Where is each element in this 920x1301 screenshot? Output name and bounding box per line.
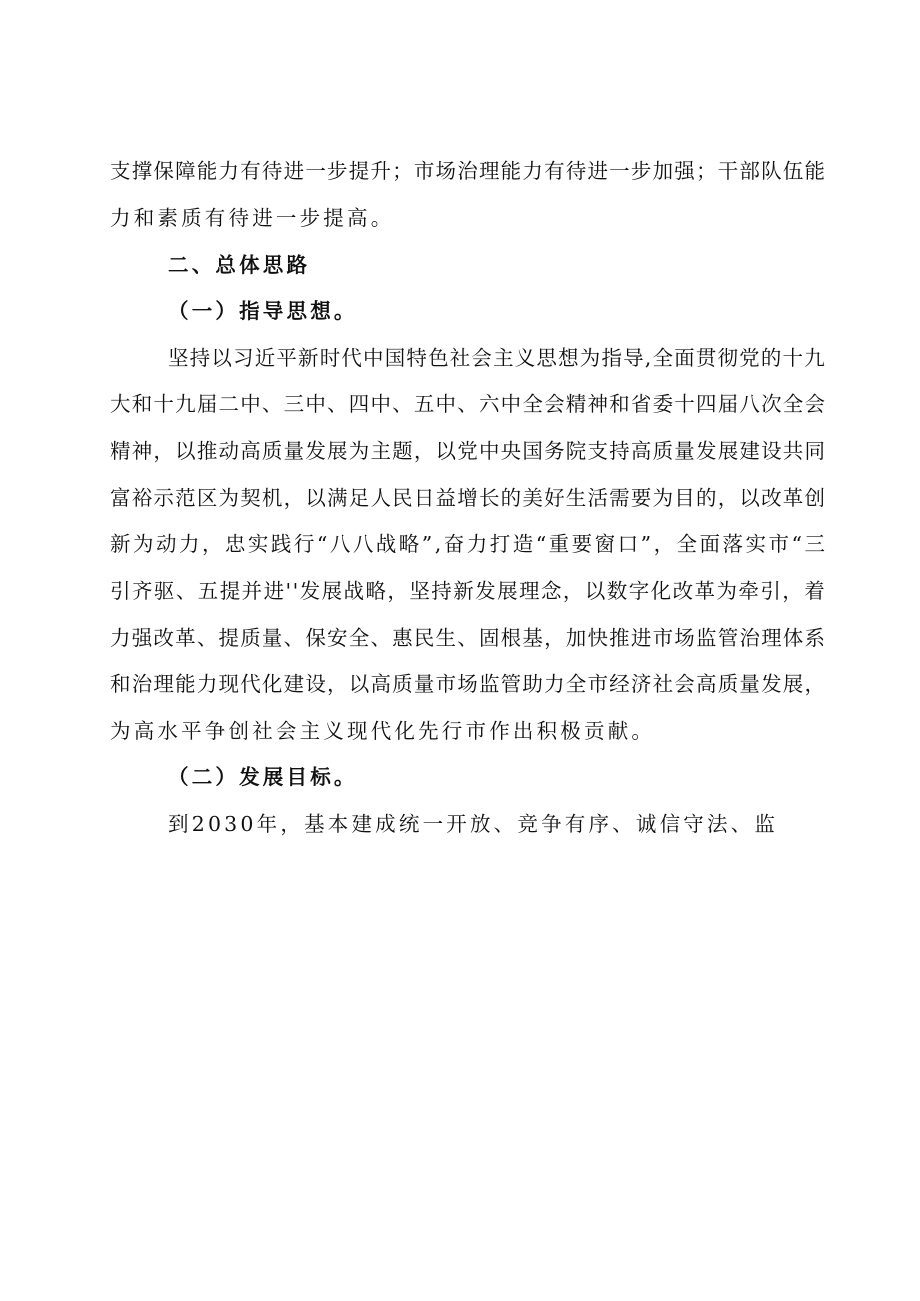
para2-line-8: 和 治 理 能 力 现 代 化 建 设 ， 以 高 质 量 市 场 监 管 助 力 全 市 经 济 社 会 高 质 量 发 展 ， bbox=[110, 672, 825, 696]
subsection-heading-guiding-ideology: （一）指导思想。 bbox=[168, 299, 358, 323]
subsection-heading-development-goals: （二）发展目标。 bbox=[168, 765, 358, 789]
para2-line-2: 大 和 十 九 届 二 中 、 三 中 、 四 中 、 五 中 、 六 中 全 会 精 神 和 省 委 十 四 届 八 次 全 会 bbox=[110, 392, 825, 416]
para3-line-1: 到2030年，基本建成统一开放、竞争有序、诚信守法、监 bbox=[168, 812, 779, 836]
para2-line-1: 坚 持 以 习 近 平 新 时 代 中 国 特 色 社 会 主 义 思 想 为 指 导 , 全 面 贯 彻 党 的 十 九 bbox=[168, 346, 825, 370]
section-heading: 二、总体思路 bbox=[168, 253, 311, 277]
para2-line-6: 引 齐 驱 、 五 提 并 进 ' ' 发 展 战 略 ， 坚 持 新 发 展 理 念 ， 以 数 字 化 改 革 为 牵 引 ， 着 bbox=[110, 579, 825, 603]
para2-line-3: 精 神 ， 以 推 动 高 质 量 发 展 为 主 题 ， 以 党 中 央 国 务 院 支 持 高 质 量 发 展 建 设 共 同 bbox=[110, 439, 825, 463]
para2-line-7: 力 强 改 革 、 提 质 量 、 保 安 全 、 惠 民 生 、 固 根 基 ， 加 快 推 进 市 场 监 管 治 理 体 系 bbox=[110, 626, 825, 650]
para2-line-5: 新 为 动 力 ， 忠 实 践 行 “ 八 八 战 略 ” , 奋 力 打 造 “ 重 要 窗 口 ” ， 全 面 落 实 市 “ 三 bbox=[110, 532, 825, 556]
para1-line-2: 力和素质有待进一步提高。 bbox=[110, 206, 395, 230]
para2-line-9: 为高水平争创社会主义现代化先行市作出积极贡献。 bbox=[110, 719, 656, 743]
para1-line-1: 支 撑 保 障 能 力 有 待 进 一 步 提 升 ； 市 场 治 理 能 力 有 待 进 一 步 加 强 ； 干 部 队 伍 能 bbox=[110, 159, 825, 183]
para2-line-4: 富 裕 示 范 区 为 契 机 ， 以 满 足 人 民 日 益 增 长 的 美 好 生 活 需 要 为 目 的 ， 以 改 革 创 bbox=[110, 486, 825, 510]
